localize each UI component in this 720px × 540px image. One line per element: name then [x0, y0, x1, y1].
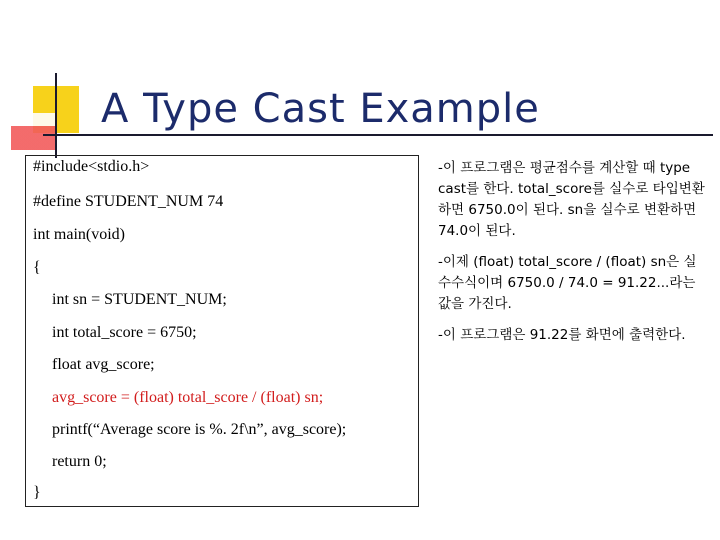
decor-vertical-line — [55, 73, 57, 158]
note-paragraph: -이 프로그램은 평균점수를 계산할 때 type cast를 한다. total_score를 실수로 타입변환하면 6750.0이 된다. sn을 실수로 변환하면 74.0이 된다. — [438, 160, 705, 239]
code-line: int main(void) — [33, 226, 125, 243]
note-paragraph: -이 프로그램은 91.22를 화면에 출력한다. — [438, 327, 686, 343]
code-line-highlighted: avg_score = (float) total_score / (float) sn; — [52, 389, 324, 406]
code-line: printf(“Average score is %. 2f\n”, avg_score); — [52, 421, 347, 438]
code-line: int sn = STUDENT_NUM; — [52, 291, 227, 308]
decor-red-square — [11, 113, 56, 150]
code-line: #define STUDENT_NUM 74 — [33, 193, 224, 210]
explanation-notes — [438, 158, 708, 356]
code-line: #include<stdio.h> — [33, 158, 150, 175]
code-line: return 0; — [52, 453, 107, 470]
note-paragraph: -이제 (float) total_score / (float) sn은 실수수식이며 6750.0 / 74.0 = 91.22...라는 값을 가진다. — [438, 254, 697, 312]
title-underline — [43, 134, 713, 136]
code-line: float avg_score; — [52, 356, 155, 373]
code-line: int total_score = 6750; — [52, 324, 197, 341]
code-box — [25, 155, 419, 507]
code-line: } — [33, 484, 41, 501]
code-line: { — [33, 259, 41, 276]
slide-title: A Type Cast Example — [101, 86, 540, 132]
